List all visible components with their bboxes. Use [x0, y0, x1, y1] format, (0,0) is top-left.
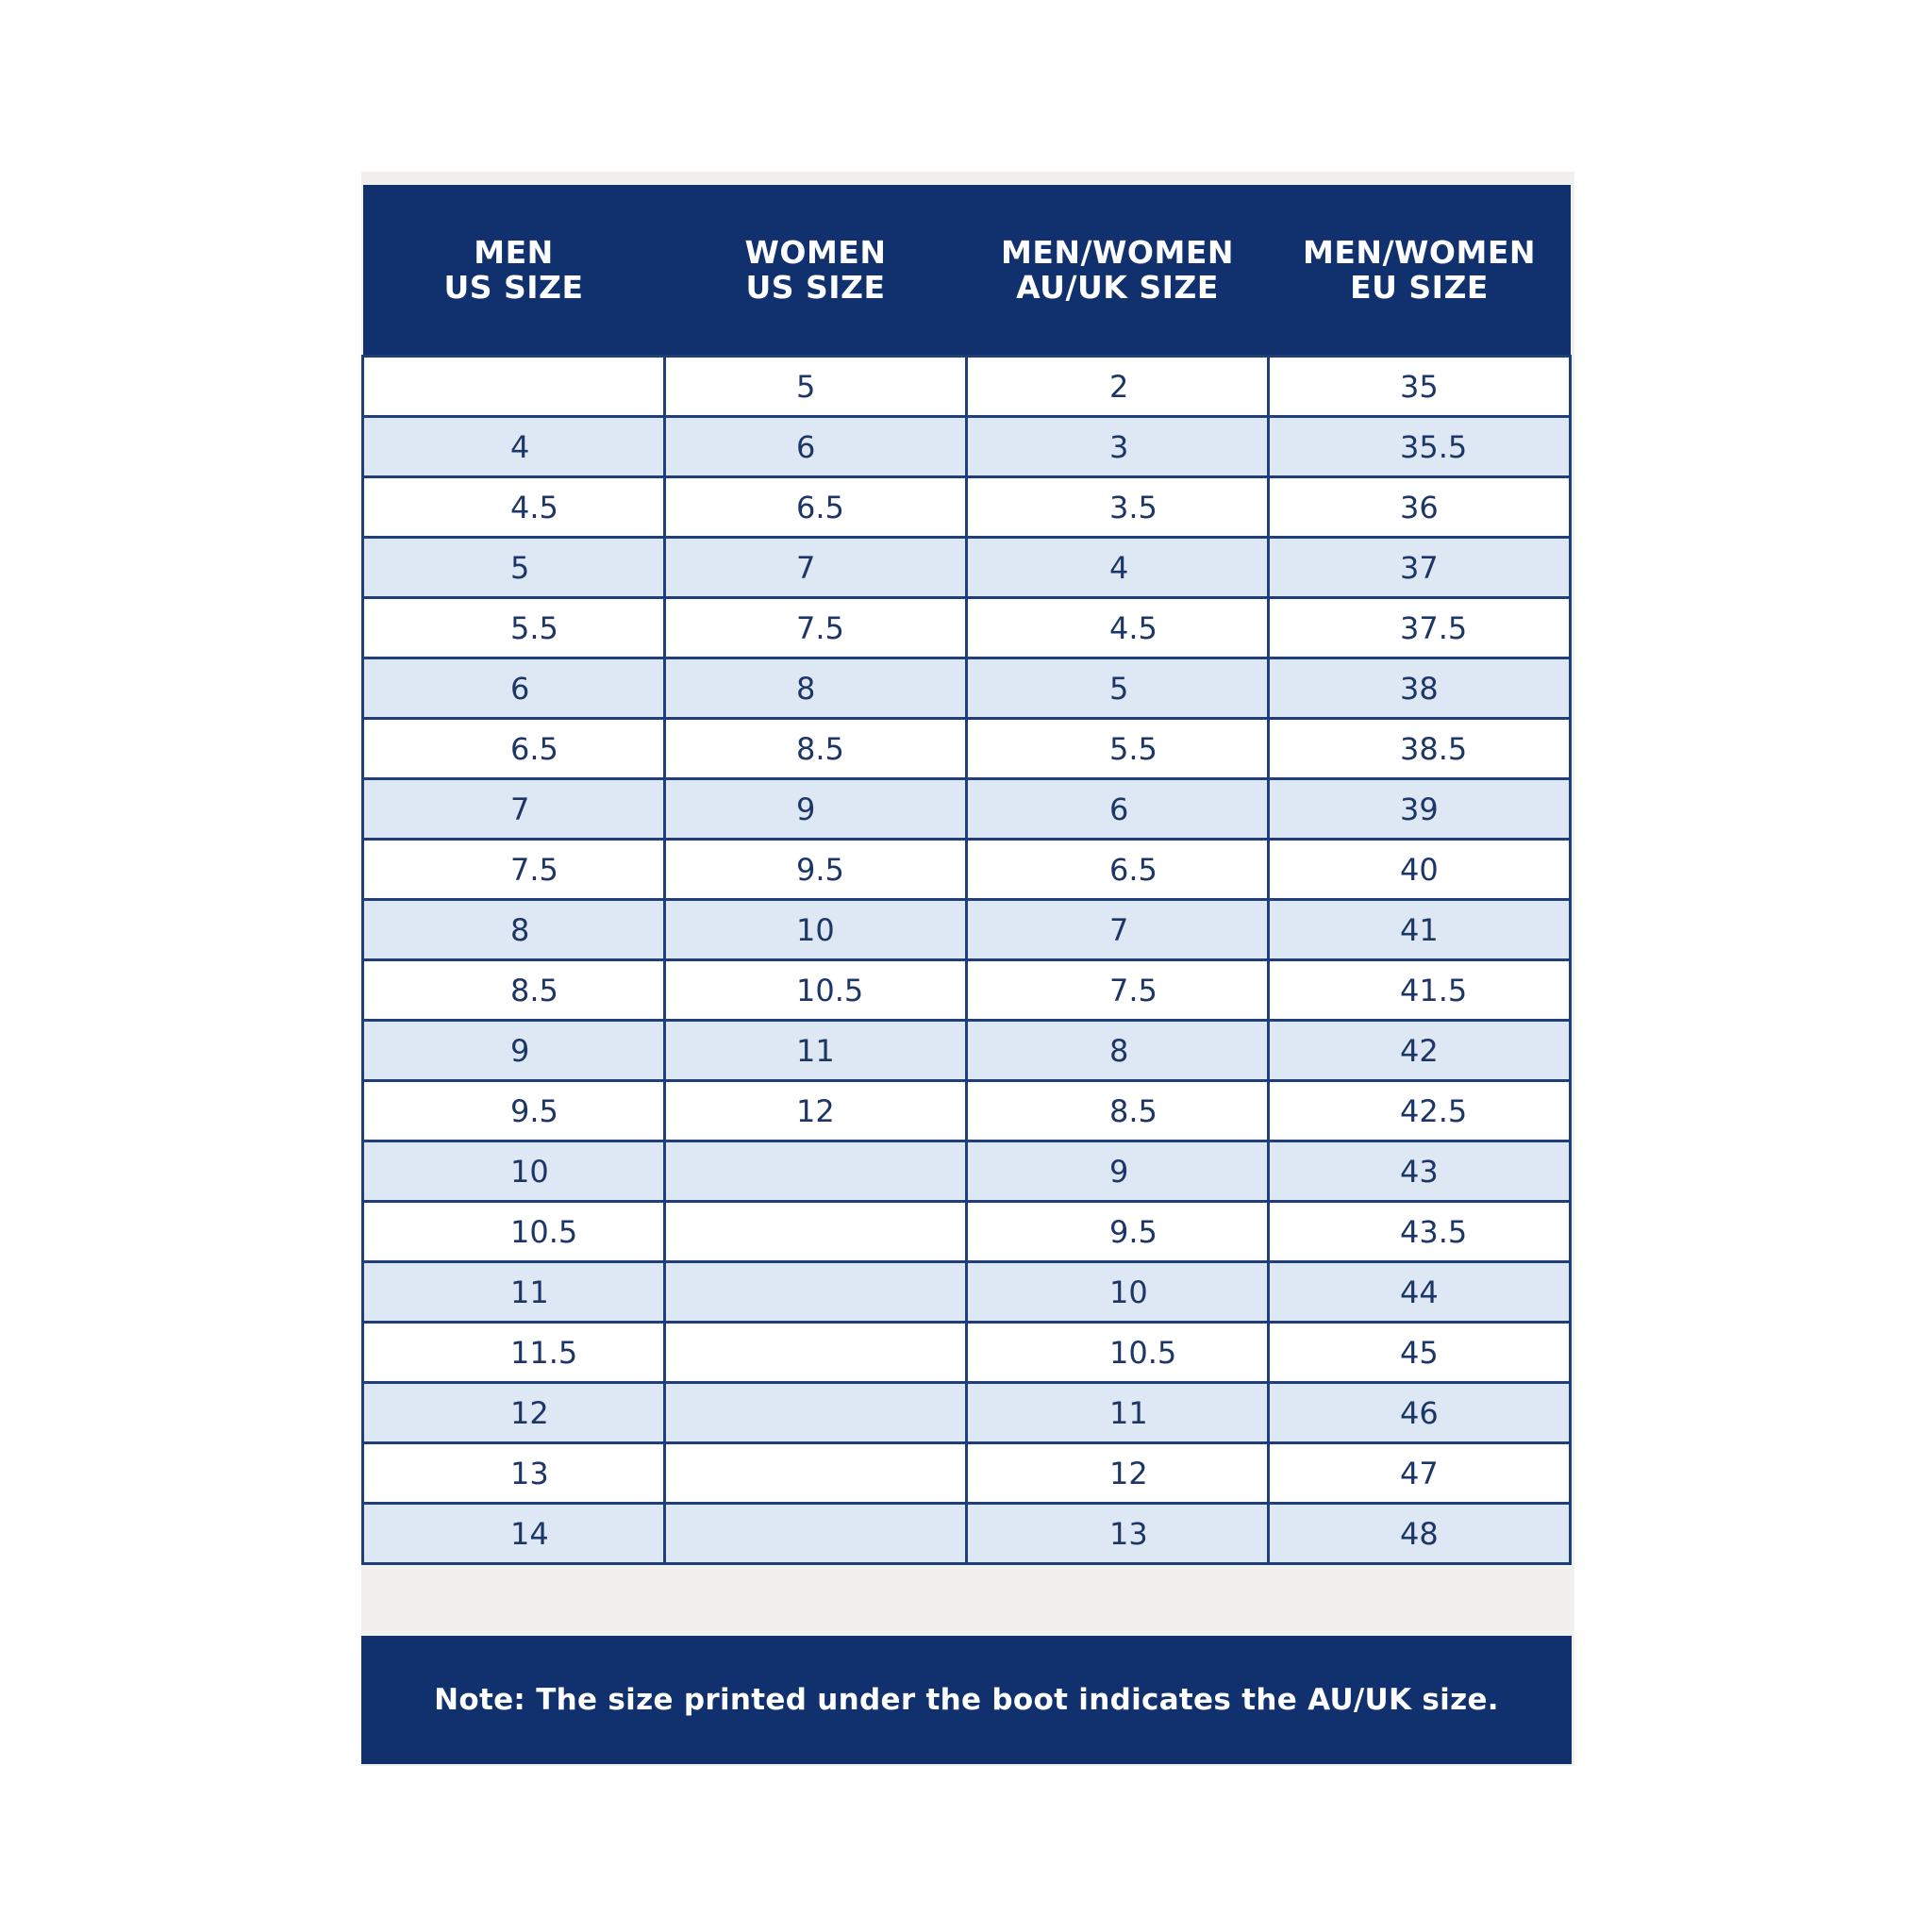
cell-value: 11 [510, 1274, 549, 1310]
cell-value: 35 [1400, 368, 1439, 405]
table-row [363, 477, 1571, 538]
cell-au-uk [967, 1141, 1269, 1202]
cell-au-uk [967, 598, 1269, 658]
cell-value: 5 [510, 549, 530, 586]
cell-eu [1269, 477, 1571, 538]
table-row [363, 1021, 1571, 1081]
cell-value: 6.5 [796, 489, 844, 525]
cell-value: 41 [1400, 911, 1439, 948]
cell-men-us [363, 538, 665, 598]
cell-women-us [665, 779, 967, 840]
cell-value: 36 [1400, 489, 1439, 525]
cell-men-us [363, 357, 665, 417]
size-chart-table [361, 185, 1572, 1565]
note-bar [361, 1636, 1572, 1764]
cell-men-us [363, 598, 665, 658]
cell-women-us [665, 658, 967, 719]
cell-value: 6.5 [510, 730, 558, 767]
cell-value: 6 [1109, 791, 1129, 827]
cell-au-uk [967, 960, 1269, 1021]
cell-value: 43.5 [1400, 1213, 1468, 1250]
header-men-us-size: MEN US SIZE [363, 185, 665, 357]
cell-women-us [665, 1021, 967, 1081]
cell-value: 11 [796, 1032, 835, 1069]
cell-value: 6.5 [1109, 851, 1158, 888]
table-row [363, 779, 1571, 840]
cell-men-us [363, 1262, 665, 1323]
table-row [363, 900, 1571, 960]
cell-eu [1269, 960, 1571, 1021]
cell-women-us [665, 1262, 967, 1323]
cell-value: 8 [1109, 1032, 1129, 1069]
cell-eu [1269, 357, 1571, 417]
cell-value: 7 [1109, 911, 1129, 948]
cell-value: 2 [1109, 368, 1129, 405]
cell-au-uk [967, 900, 1269, 960]
cell-value: 47 [1400, 1455, 1439, 1491]
cell-value: 8.5 [510, 972, 558, 1008]
cell-eu [1269, 1504, 1571, 1564]
table-row [363, 1383, 1571, 1443]
cell-value: 39 [1400, 791, 1439, 827]
cell-value: 40 [1400, 851, 1439, 888]
header-row [363, 185, 1571, 357]
cell-value: 48 [1400, 1515, 1439, 1552]
cell-value: 13 [1109, 1515, 1148, 1552]
cell-au-uk [967, 1021, 1269, 1081]
cell-au-uk [967, 658, 1269, 719]
cell-men-us [363, 779, 665, 840]
cell-au-uk [967, 538, 1269, 598]
cell-men-us [363, 1141, 665, 1202]
cell-women-us [665, 477, 967, 538]
header-eu-size: MEN/WOMEN EU SIZE [1269, 185, 1571, 357]
cell-women-us [665, 598, 967, 658]
cell-value: 10 [796, 911, 835, 948]
cell-value: 43 [1400, 1153, 1439, 1190]
cell-men-us [363, 658, 665, 719]
cell-eu [1269, 1443, 1571, 1504]
table-row [363, 1141, 1571, 1202]
cell-men-us [363, 477, 665, 538]
cell-eu [1269, 1081, 1571, 1141]
cell-women-us [665, 1202, 967, 1262]
cell-eu [1269, 1141, 1571, 1202]
table-row [363, 538, 1571, 598]
cell-value: 12 [796, 1092, 835, 1129]
table-header [363, 185, 1571, 357]
cell-value: 7.5 [796, 609, 844, 646]
cell-value: 12 [1109, 1455, 1148, 1491]
cell-women-us [665, 1141, 967, 1202]
cell-women-us [665, 1443, 967, 1504]
cell-men-us [363, 1202, 665, 1262]
cell-eu [1269, 900, 1571, 960]
cell-eu [1269, 1383, 1571, 1443]
cell-men-us [363, 1021, 665, 1081]
cell-eu [1269, 658, 1571, 719]
cell-au-uk [967, 1081, 1269, 1141]
cell-eu [1269, 1323, 1571, 1383]
cell-women-us [665, 960, 967, 1021]
cell-value: 3 [1109, 428, 1129, 465]
cell-men-us [363, 1383, 665, 1443]
cell-value: 10 [1109, 1274, 1148, 1310]
cell-value: 10 [510, 1153, 549, 1190]
table-row [363, 1081, 1571, 1141]
header-au-uk-size: MEN/WOMEN AU/UK SIZE [967, 185, 1269, 357]
cell-men-us [363, 1504, 665, 1564]
cell-value: 9.5 [796, 851, 844, 888]
cell-value: 6 [510, 670, 530, 707]
cell-value: 9 [1109, 1153, 1129, 1190]
cell-value: 13 [510, 1455, 549, 1491]
cell-value: 9.5 [1109, 1213, 1158, 1250]
cell-eu [1269, 538, 1571, 598]
table-row [363, 357, 1571, 417]
cell-eu [1269, 1202, 1571, 1262]
cell-au-uk [967, 417, 1269, 477]
cell-value: 9 [510, 1032, 530, 1069]
cell-women-us [665, 417, 967, 477]
cell-eu [1269, 417, 1571, 477]
cell-value: 37.5 [1400, 609, 1468, 646]
cell-au-uk [967, 477, 1269, 538]
note-text: Note: The size printed under the boot indicates the AU/UK size. [434, 1683, 1499, 1717]
cell-value: 4.5 [510, 489, 558, 525]
table-row [363, 1323, 1571, 1383]
cell-men-us [363, 840, 665, 900]
cell-men-us [363, 719, 665, 779]
cell-men-us [363, 1081, 665, 1141]
cell-value: 10.5 [510, 1213, 578, 1250]
cell-au-uk [967, 840, 1269, 900]
cell-value: 4 [1109, 549, 1129, 586]
header-women-us-size: WOMEN US SIZE [665, 185, 967, 357]
cell-women-us [665, 719, 967, 779]
cell-value: 6 [796, 428, 816, 465]
cell-value: 5.5 [1109, 730, 1158, 767]
cell-value: 9.5 [510, 1092, 558, 1129]
table-row [363, 1443, 1571, 1504]
cell-value: 42 [1400, 1032, 1439, 1069]
cell-au-uk [967, 1383, 1269, 1443]
cell-value: 10.5 [1109, 1334, 1177, 1371]
cell-value: 44 [1400, 1274, 1439, 1310]
cell-women-us [665, 900, 967, 960]
cell-value: 42.5 [1400, 1092, 1468, 1129]
cell-value: 7.5 [510, 851, 558, 888]
cell-men-us [363, 417, 665, 477]
cell-value: 8.5 [1109, 1092, 1158, 1129]
cell-au-uk [967, 779, 1269, 840]
cell-value: 7 [510, 791, 530, 827]
cell-value: 8 [510, 911, 530, 948]
table-row [363, 840, 1571, 900]
cell-women-us [665, 538, 967, 598]
cell-value: 4.5 [1109, 609, 1158, 646]
table-row [363, 960, 1571, 1021]
cell-au-uk [967, 1323, 1269, 1383]
cell-value: 46 [1400, 1394, 1439, 1431]
cell-value: 4 [510, 428, 530, 465]
cell-au-uk [967, 1504, 1269, 1564]
cell-value: 10.5 [796, 972, 864, 1008]
cell-au-uk [967, 1443, 1269, 1504]
cell-women-us [665, 1504, 967, 1564]
cell-eu [1269, 598, 1571, 658]
cell-value: 7.5 [1109, 972, 1158, 1008]
cell-eu [1269, 719, 1571, 779]
cell-eu [1269, 1262, 1571, 1323]
table-row [363, 658, 1571, 719]
cell-value: 8 [796, 670, 816, 707]
table-row [363, 1202, 1571, 1262]
cell-men-us [363, 1323, 665, 1383]
cell-women-us [665, 1081, 967, 1141]
cell-au-uk [967, 719, 1269, 779]
cell-value: 5.5 [510, 609, 558, 646]
cell-value: 38.5 [1400, 730, 1468, 767]
table-row [363, 598, 1571, 658]
cell-au-uk [967, 357, 1269, 417]
cell-value: 45 [1400, 1334, 1439, 1371]
cell-women-us [665, 1323, 967, 1383]
cell-men-us [363, 900, 665, 960]
cell-eu [1269, 840, 1571, 900]
cell-value: 37 [1400, 549, 1439, 586]
cell-value: 5 [796, 368, 816, 405]
cell-women-us [665, 1383, 967, 1443]
cell-value: 35.5 [1400, 428, 1468, 465]
cell-value: 3.5 [1109, 489, 1158, 525]
table-row [363, 719, 1571, 779]
cell-women-us [665, 840, 967, 900]
table-body [363, 357, 1571, 1564]
cell-value: 11.5 [510, 1334, 578, 1371]
table-row [363, 417, 1571, 477]
cell-eu [1269, 1021, 1571, 1081]
cell-au-uk [967, 1202, 1269, 1262]
cell-value: 9 [796, 791, 816, 827]
cell-value: 7 [796, 549, 816, 586]
cell-eu [1269, 779, 1571, 840]
cell-women-us [665, 357, 967, 417]
cell-au-uk [967, 1262, 1269, 1323]
cell-men-us [363, 960, 665, 1021]
cell-value: 11 [1109, 1394, 1148, 1431]
cell-value: 14 [510, 1515, 549, 1552]
cell-value: 41.5 [1400, 972, 1468, 1008]
cell-men-us [363, 1443, 665, 1504]
table-row [363, 1262, 1571, 1323]
cell-value: 12 [510, 1394, 549, 1431]
cell-value: 38 [1400, 670, 1439, 707]
cell-value: 5 [1109, 670, 1129, 707]
table-row [363, 1504, 1571, 1564]
cell-value: 8.5 [796, 730, 844, 767]
